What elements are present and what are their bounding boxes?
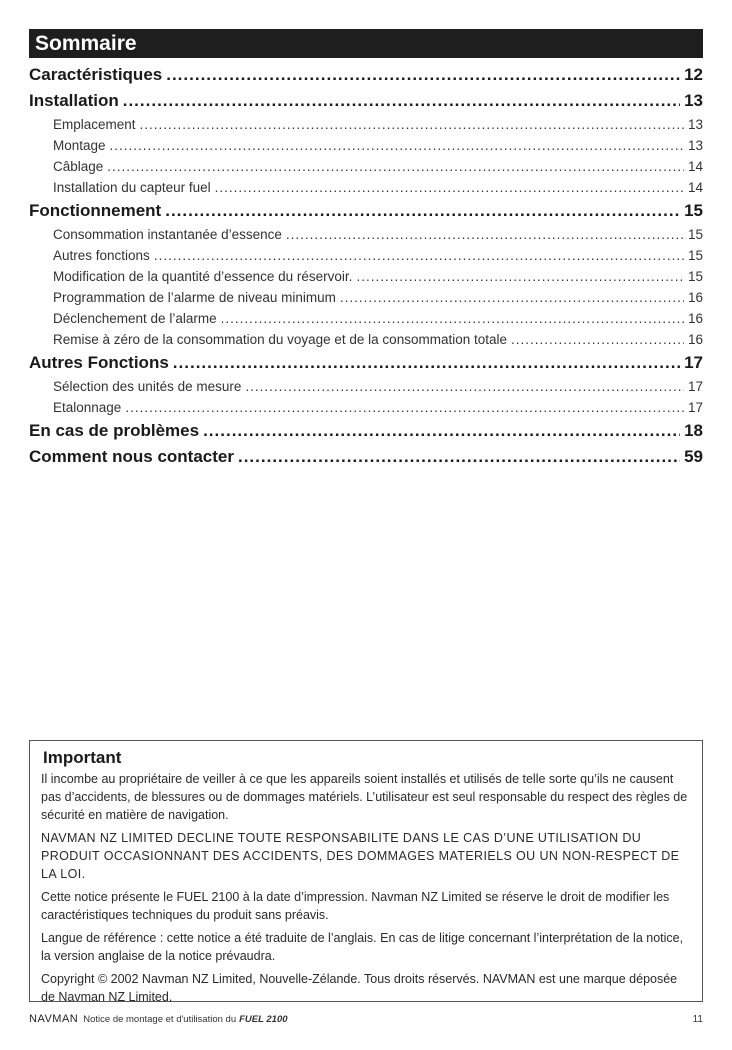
toc-page-number: 17 bbox=[684, 353, 703, 372]
toc-label: Programmation de l’alarme de niveau minimum bbox=[53, 290, 336, 305]
footer-product: FUEL 2100 bbox=[239, 1014, 288, 1025]
toc-leader-dots bbox=[110, 135, 684, 156]
toc-section bbox=[29, 350, 703, 376]
toc-label: Installation bbox=[29, 91, 119, 110]
toc-subsection bbox=[29, 177, 703, 198]
toc-subsection bbox=[29, 397, 703, 418]
toc-leader-dots bbox=[356, 266, 684, 287]
toc-leader-dots bbox=[511, 329, 684, 350]
page-title: Sommaire bbox=[29, 29, 703, 58]
table-of-contents bbox=[29, 62, 703, 470]
toc-subsection bbox=[29, 135, 703, 156]
toc-label: Fonctionnement bbox=[29, 201, 162, 220]
toc-section bbox=[29, 198, 703, 224]
toc-leader-dots bbox=[125, 397, 684, 418]
important-notice bbox=[29, 740, 703, 1002]
important-heading: Important bbox=[43, 748, 122, 767]
toc-label: Autres Fonctions bbox=[29, 353, 169, 372]
notice-paragraph-copyright: Copyright © 2002 Navman NZ Limited, Nouvelle-Zélande. Tous droits réservés. NAVMAN est une marque déposée de Navman NZ Limited. bbox=[41, 972, 678, 1004]
notice-paragraph-disclaimer: NAVMAN NZ LIMITED DECLINE TOUTE RESPONSABILITE DANS LE CAS D’UNE UTILISATION DU PRODUIT OCCASIONNANT DES ACCIDENTS, DES DOMMAGES MATERIELS OU UN NON-RESPECT DE LA LOI. bbox=[41, 831, 680, 881]
toc-leader-dots bbox=[123, 88, 680, 114]
toc-page-number: 15 bbox=[687, 227, 703, 242]
toc-subsection bbox=[29, 287, 703, 308]
toc-page-number: 18 bbox=[684, 421, 703, 440]
toc-label: Modification de la quantité d’essence du réservoir. bbox=[53, 269, 353, 284]
toc-page-number: 12 bbox=[684, 65, 703, 84]
toc-label: En cas de problèmes bbox=[29, 421, 200, 440]
toc-subsection bbox=[29, 329, 703, 350]
toc-label: Emplacement bbox=[53, 117, 136, 132]
toc-page-number: 14 bbox=[687, 159, 703, 174]
toc-leader-dots bbox=[221, 308, 684, 329]
toc-leader-dots bbox=[215, 177, 684, 198]
toc-page-number: 15 bbox=[684, 201, 703, 220]
page-footer bbox=[29, 1013, 703, 1025]
toc-page-number: 17 bbox=[687, 379, 703, 394]
toc-label: Installation du capteur fuel bbox=[53, 180, 211, 195]
toc-page-number: 59 bbox=[684, 447, 703, 466]
toc-page-number: 13 bbox=[684, 91, 703, 110]
toc-section bbox=[29, 418, 703, 444]
toc-section bbox=[29, 88, 703, 114]
toc-leader-dots bbox=[238, 444, 680, 470]
toc-label: Autres fonctions bbox=[53, 248, 150, 263]
toc-leader-dots bbox=[166, 62, 680, 88]
toc-section bbox=[29, 62, 703, 88]
toc-page-number: 16 bbox=[687, 332, 703, 347]
toc-subsection bbox=[29, 308, 703, 329]
toc-leader-dots bbox=[173, 350, 680, 376]
toc-leader-dots bbox=[140, 114, 684, 135]
toc-label: Montage bbox=[53, 138, 106, 153]
toc-page-number: 15 bbox=[687, 248, 703, 263]
toc-page-number: 13 bbox=[687, 117, 703, 132]
page-number: 11 bbox=[692, 1014, 703, 1025]
notice-paragraph-language: Langue de référence : cette notice a été traduite de l’anglais. En cas de litige concernant l’interprétation de la notice, la version anglaise de la notice prévaudra. bbox=[41, 931, 684, 963]
toc-section bbox=[29, 444, 703, 470]
toc-leader-dots bbox=[107, 156, 684, 177]
toc-label: Câblage bbox=[53, 159, 104, 174]
toc-label: Caractéristiques bbox=[29, 65, 163, 84]
toc-page-number: 14 bbox=[687, 180, 703, 195]
toc-leader-dots bbox=[203, 418, 680, 444]
toc-label: Sélection des unités de mesure bbox=[53, 379, 242, 394]
toc-subsection bbox=[29, 156, 703, 177]
toc-label: Remise à zéro de la consommation du voyage et de la consommation totale bbox=[53, 332, 507, 347]
toc-subsection bbox=[29, 224, 703, 245]
toc-label: Consommation instantanée d’essence bbox=[53, 227, 282, 242]
toc-leader-dots bbox=[165, 198, 680, 224]
toc-label: Comment nous contacter bbox=[29, 447, 234, 466]
toc-page-number: 15 bbox=[687, 269, 703, 284]
toc-leader-dots bbox=[286, 224, 684, 245]
toc-subsection bbox=[29, 376, 703, 397]
toc-leader-dots bbox=[245, 376, 684, 397]
toc-label: Déclenchement de l’alarme bbox=[53, 311, 217, 326]
navman-logo: NAVMAN bbox=[29, 1013, 79, 1025]
toc-leader-dots bbox=[154, 245, 684, 266]
notice-paragraph-specs: Cette notice présente le FUEL 2100 à la date d’impression. Navman NZ Limited se réserve le droit de modifier les caractéristiques techniques du produit sans préavis. bbox=[41, 890, 670, 922]
toc-page-number: 16 bbox=[687, 290, 703, 305]
toc-subsection bbox=[29, 245, 703, 266]
toc-leader-dots bbox=[340, 287, 684, 308]
toc-page-number: 17 bbox=[687, 400, 703, 415]
toc-subsection bbox=[29, 114, 703, 135]
toc-page-number: 16 bbox=[687, 311, 703, 326]
toc-page-number: 13 bbox=[687, 138, 703, 153]
notice-paragraph-responsibility: Il incombe au propriétaire de veiller à ce que les appareils soient installés et utilisés de telle sorte qu’ils ne causent pas d’accidents, de blessures ou de dommages matériels. L’utilisateur est seul responsable du respect des règles de sécurité en matière de navigation. bbox=[41, 772, 688, 822]
toc-label: Etalonnage bbox=[53, 400, 122, 415]
toc-subsection bbox=[29, 266, 703, 287]
footer-text: Notice de montage et d'utilisation du bbox=[83, 1014, 237, 1025]
